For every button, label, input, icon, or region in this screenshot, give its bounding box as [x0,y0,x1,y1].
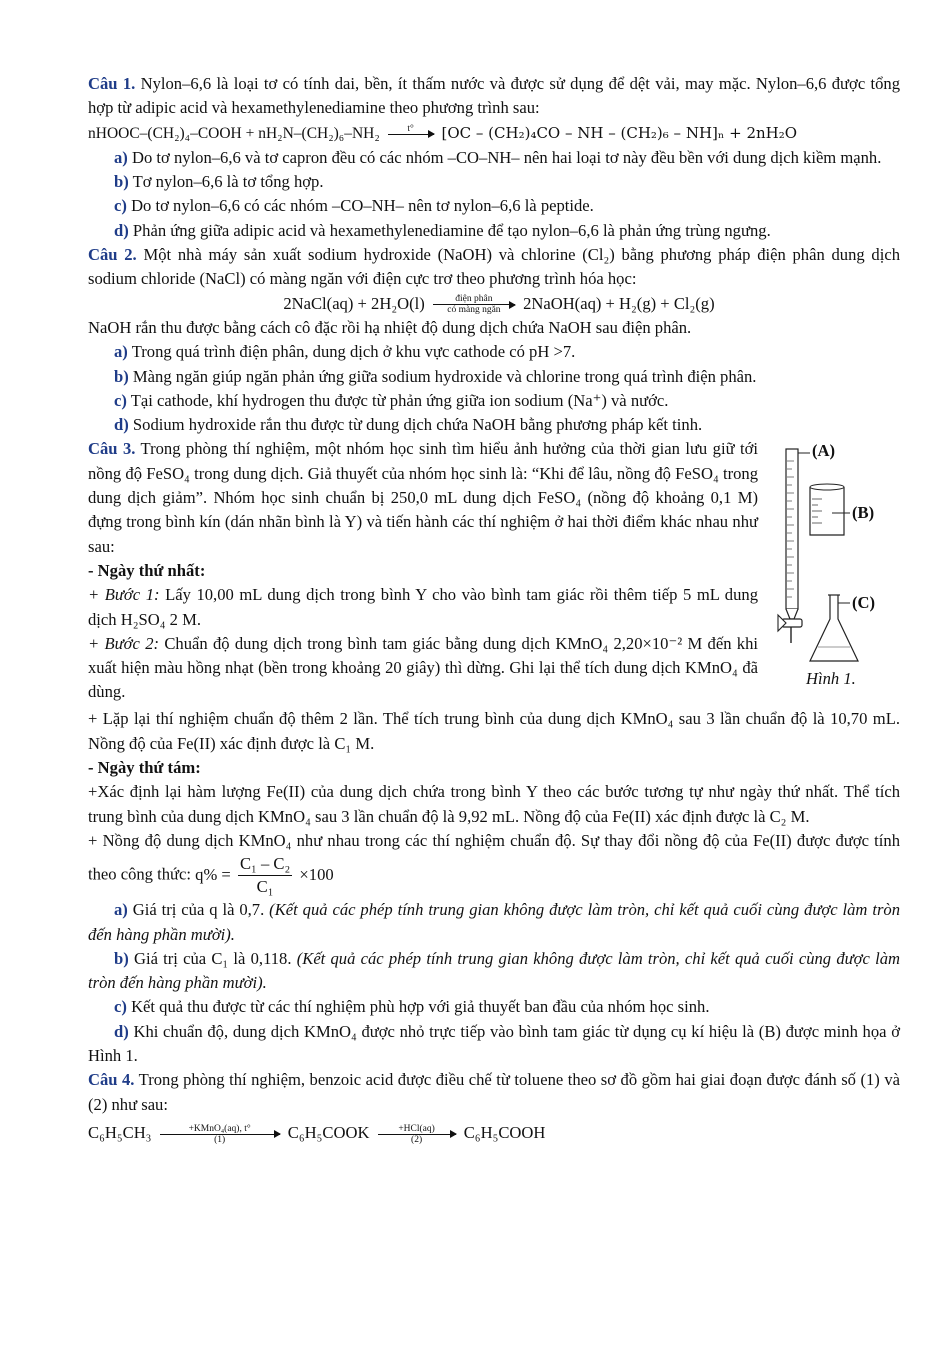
q1-intro-text: Nylon–6,6 là loại tơ có tính dai, bền, ít thấm nước và được sử dụng để dệt vải, may mặc. Nylon–6,6 được tổng hợp từ adipic acid và hexamethylenediamine theo phương trình sau: [88,74,901,118]
q1-item-d-label: d) [114,220,129,240]
q2-item-b [88,365,900,389]
document-page [88,72,900,1145]
q4-arrow-1 [160,1124,280,1145]
q1-item-a [88,146,900,170]
q2-item-c-label: c) [114,390,127,410]
q1-equation [88,121,900,146]
figure-label-c: (C) [852,593,876,613]
q3-formula-den: C₁ [256,877,274,897]
q2-item-c-text: Tại cathode, khí hydrogen thu được từ phản ứng giữa ion sodium (Na⁺) và nước. [130,390,669,410]
q2-intro [88,243,900,292]
q3-item-a-note: (Kết quả các phép tính trung gian không được làm tròn, chỉ kết quả cuối cùng được làm tròn đến hàng phần mười). [88,900,900,944]
q3-step1-label: + Bước 1: [88,585,160,605]
q2-label: Câu 2. [88,245,137,265]
q1-item-d [88,219,900,243]
q2-equation [88,292,900,316]
q2-intro-text: Một nhà máy sản xuất sodium hydroxide (NaOH) và chlorine (Cl₂) bằng phương pháp điện phân dung dịch sodium chloride (NaCl) có màng ngăn với điện cực trơ theo phương trình hóa học: [88,245,901,289]
q3-step2-label: + Bước 2: [88,633,160,653]
q1-item-a-text: Do tơ nylon–6,6 và tơ capron đều có các nhóm –CO–NH– nên hai loại tơ này đều bền với dung dịch kiềm mạnh. [131,147,882,167]
q1-item-c [88,194,900,218]
q4-intro [88,1068,900,1117]
q2-item-d-label: d) [114,415,129,435]
q4-c1-top: +KMnO₄(aq), t° [188,1123,251,1134]
q2-eq-arrow [433,294,515,315]
q3-item-b-text: Giá trị của C₁ là 0,118. [133,948,292,968]
q3-item-b [88,947,900,996]
q3-item-c-label: c) [114,997,127,1017]
q1-item-b-text: Tơ nylon–6,6 là tơ tổng hợp. [132,172,324,192]
q1-items [88,146,900,243]
q3-item-c-text: Kết quả thu được từ các thí nghiệm phù hợp với giả thuyết ban đầu của nhóm học sinh. [131,997,710,1017]
q2-item-d-text: Sodium hydroxide rắn thu được từ dung dịch chứa NaOH bằng phương pháp kết tinh. [132,415,703,435]
q3-item-a-label: a) [114,900,128,920]
q3-formula-lhs: q% = [195,864,231,884]
q1-intro [88,72,900,121]
q2-items [88,340,900,437]
q3-day1-title: - Ngày thứ nhất: [88,560,206,580]
q4-scheme [88,1121,900,1145]
q2-item-a-text: Trong quá trình điện phân, dung dịch ở khu vực cathode có pH >7. [131,342,576,362]
q3-item-a-text: Giá trị của q là 0,7. [132,900,265,920]
q4-c1-bot: (1) [214,1134,226,1145]
q1-eq-arrow [388,124,434,145]
q3-item-d-text: Khi chuẩn độ, dung dịch KMnO₄ được nhỏ trực tiếp vào bình tam giác từ dụng cụ kí hiệu là (B) được minh họa ở Hình 1. [88,1021,900,1066]
q4-c2-top: +HCl(aq) [398,1123,435,1134]
q3-intro-text: Trong phòng thí nghiệm, một nhóm học sinh tìm hiểu ảnh hưởng của thời gian lưu giữ tới nồng độ FeSO₄ trong dung dịch. Giả thuyết của nhóm học sinh là: “Khi để lâu, nồng độ FeSO₄ trong dung dịch giảm”. Nhóm học sinh chuẩn bị 250,0 mL dung dịch FeSO₄ (nồng độ khoảng 0,1 M) đựng trong bình kín (dán nhãn bình là Y) và tiến hành các thí nghiệm ở hai thời điểm khác nhau như sau: [88,439,758,556]
q2-item-a [88,340,900,364]
q4-s2: C₆H₅COOK [287,1122,370,1142]
q1-item-a-label: a) [114,147,128,167]
q2-item-d [88,413,900,437]
q2-eq-cond-top: điện phân [455,294,493,305]
titration-figure [776,443,904,707]
q3-items [88,898,900,1068]
q3-formula [195,854,334,897]
q4-intro-text: Trong phòng thí nghiệm, benzoic acid được điều chế từ toluene theo sơ đồ gồm hai giai đoạn được đánh số (1) và (2) như sau: [88,1070,900,1114]
figure-label-a: (A) [812,441,836,461]
q4-label: Câu 4. [88,1070,135,1090]
q3-item-d-label: d) [114,1021,129,1041]
q3-day8-title: - Ngày thứ tám: [88,758,201,778]
q4-s3: C₆H₅COOH [463,1122,546,1142]
q1-eq-left: nHOOC–(CH₂)₄–COOH + nH₂N–(CH₂)₆–NH₂ [88,124,380,142]
q1-item-b [88,170,900,194]
q3-formula-fraction [238,853,292,898]
q4-s1: C₆H₅CH₃ [88,1122,152,1142]
q3-item-b-label: b) [114,948,129,968]
q2-item-b-label: b) [114,366,129,386]
q1-item-c-label: c) [114,196,127,216]
q2-after: NaOH rắn thu được bằng cách cô đặc rồi hạ nhiệt độ dung dịch chứa NaOH sau điện phân. [88,317,692,337]
q3-step2-text: Chuẩn độ dung dịch trong bình tam giác bằng dung dịch KMnO₄ 2,20×10⁻² M đến khi xuất hiện màu hồng nhạt (bền trong khoảng 20 giây) thì dừng. Ghi lại thể tích dung dịch KMnO₄ đã dùng. [88,633,759,702]
q2-eq-right: 2NaOH(aq) + H₂(g) + Cl₂(g) [523,293,715,313]
q3-item-a [88,898,900,947]
q4-c2-bot: (2) [411,1134,423,1145]
q3-label: Câu 3. [88,439,136,459]
figure-caption: Hình 1. [806,669,856,689]
q1-item-c-text: Do tơ nylon–6,6 có các nhóm –CO–NH– nên tơ nylon–6,6 là peptide. [131,196,594,216]
q3-item-d [88,1020,900,1069]
q2-eq-left: 2NaCl(aq) + 2H₂O(l) [283,293,425,313]
q1-item-d-text: Phản ứng giữa adipic acid và hexamethylenediamine để tạo nylon–6,6 là phản ứng trùng ngưng. [132,220,771,240]
q3-repeat: + Lặp lại thí nghiệm chuẩn độ thêm 2 lần. Thể tích trung bình của dung dịch KMnO₄ sau 3 lần chuẩn độ là 10,70 mL. Nồng độ của Fe(II) xác định được là C₁ M. [88,709,900,753]
q3-formula-rhs: ×100 [299,864,334,884]
q1-label: Câu 1. [88,74,136,93]
q1-eq-right: [OC – (CH₂)₄CO – NH – (CH₂)₆ – NH]ₙ + 2nH₂O [441,123,798,142]
q3-formula-num: C₁ – C₂ [238,853,292,876]
q4-arrow-2 [378,1124,456,1145]
q3-conc-text: + Nồng độ dung dịch KMnO₄ như nhau trong các thí nghiệm chuẩn độ. Sự thay đổi nồng độ của Fe(II) được được tính theo công thức: [88,830,900,884]
q3-conc [88,829,900,898]
q3-step1-text: Lấy 10,00 mL dung dịch trong bình Y cho vào bình tam giác rồi thêm tiếp 5 mL dung dịch H₂SO₄ 2 M. [88,585,758,629]
q3-item-c [88,995,900,1019]
q2-eq-cond-bot: có màng ngăn [447,305,501,316]
q2-item-a-label: a) [114,342,128,362]
figure-label-b: (B) [852,503,875,523]
q2-item-b-text: Màng ngăn giúp ngăn phản ứng giữa sodium hydroxide và chlorine trong quá trình điện phân. [132,366,757,386]
q3-day8-text: +Xác định lại hàm lượng Fe(II) của dung dịch chứa trong bình Y theo các bước tương tự như ngày thứ nhất. Thể tích trung bình của dung dịch KMnO₄ sau 3 lần chuẩn độ là 9,92 mL. Nồng độ của Fe(II) xác định được là C₂ M. [88,782,900,826]
q2-item-c [88,389,900,413]
q3-item-b-note: (Kết quả các phép tính trung gian không được làm tròn, chỉ kết quả cuối cùng được làm tròn đến hàng phần mười). [88,948,900,993]
q1-eq-cond: t° [407,123,414,134]
q1-item-b-label: b) [114,172,129,192]
